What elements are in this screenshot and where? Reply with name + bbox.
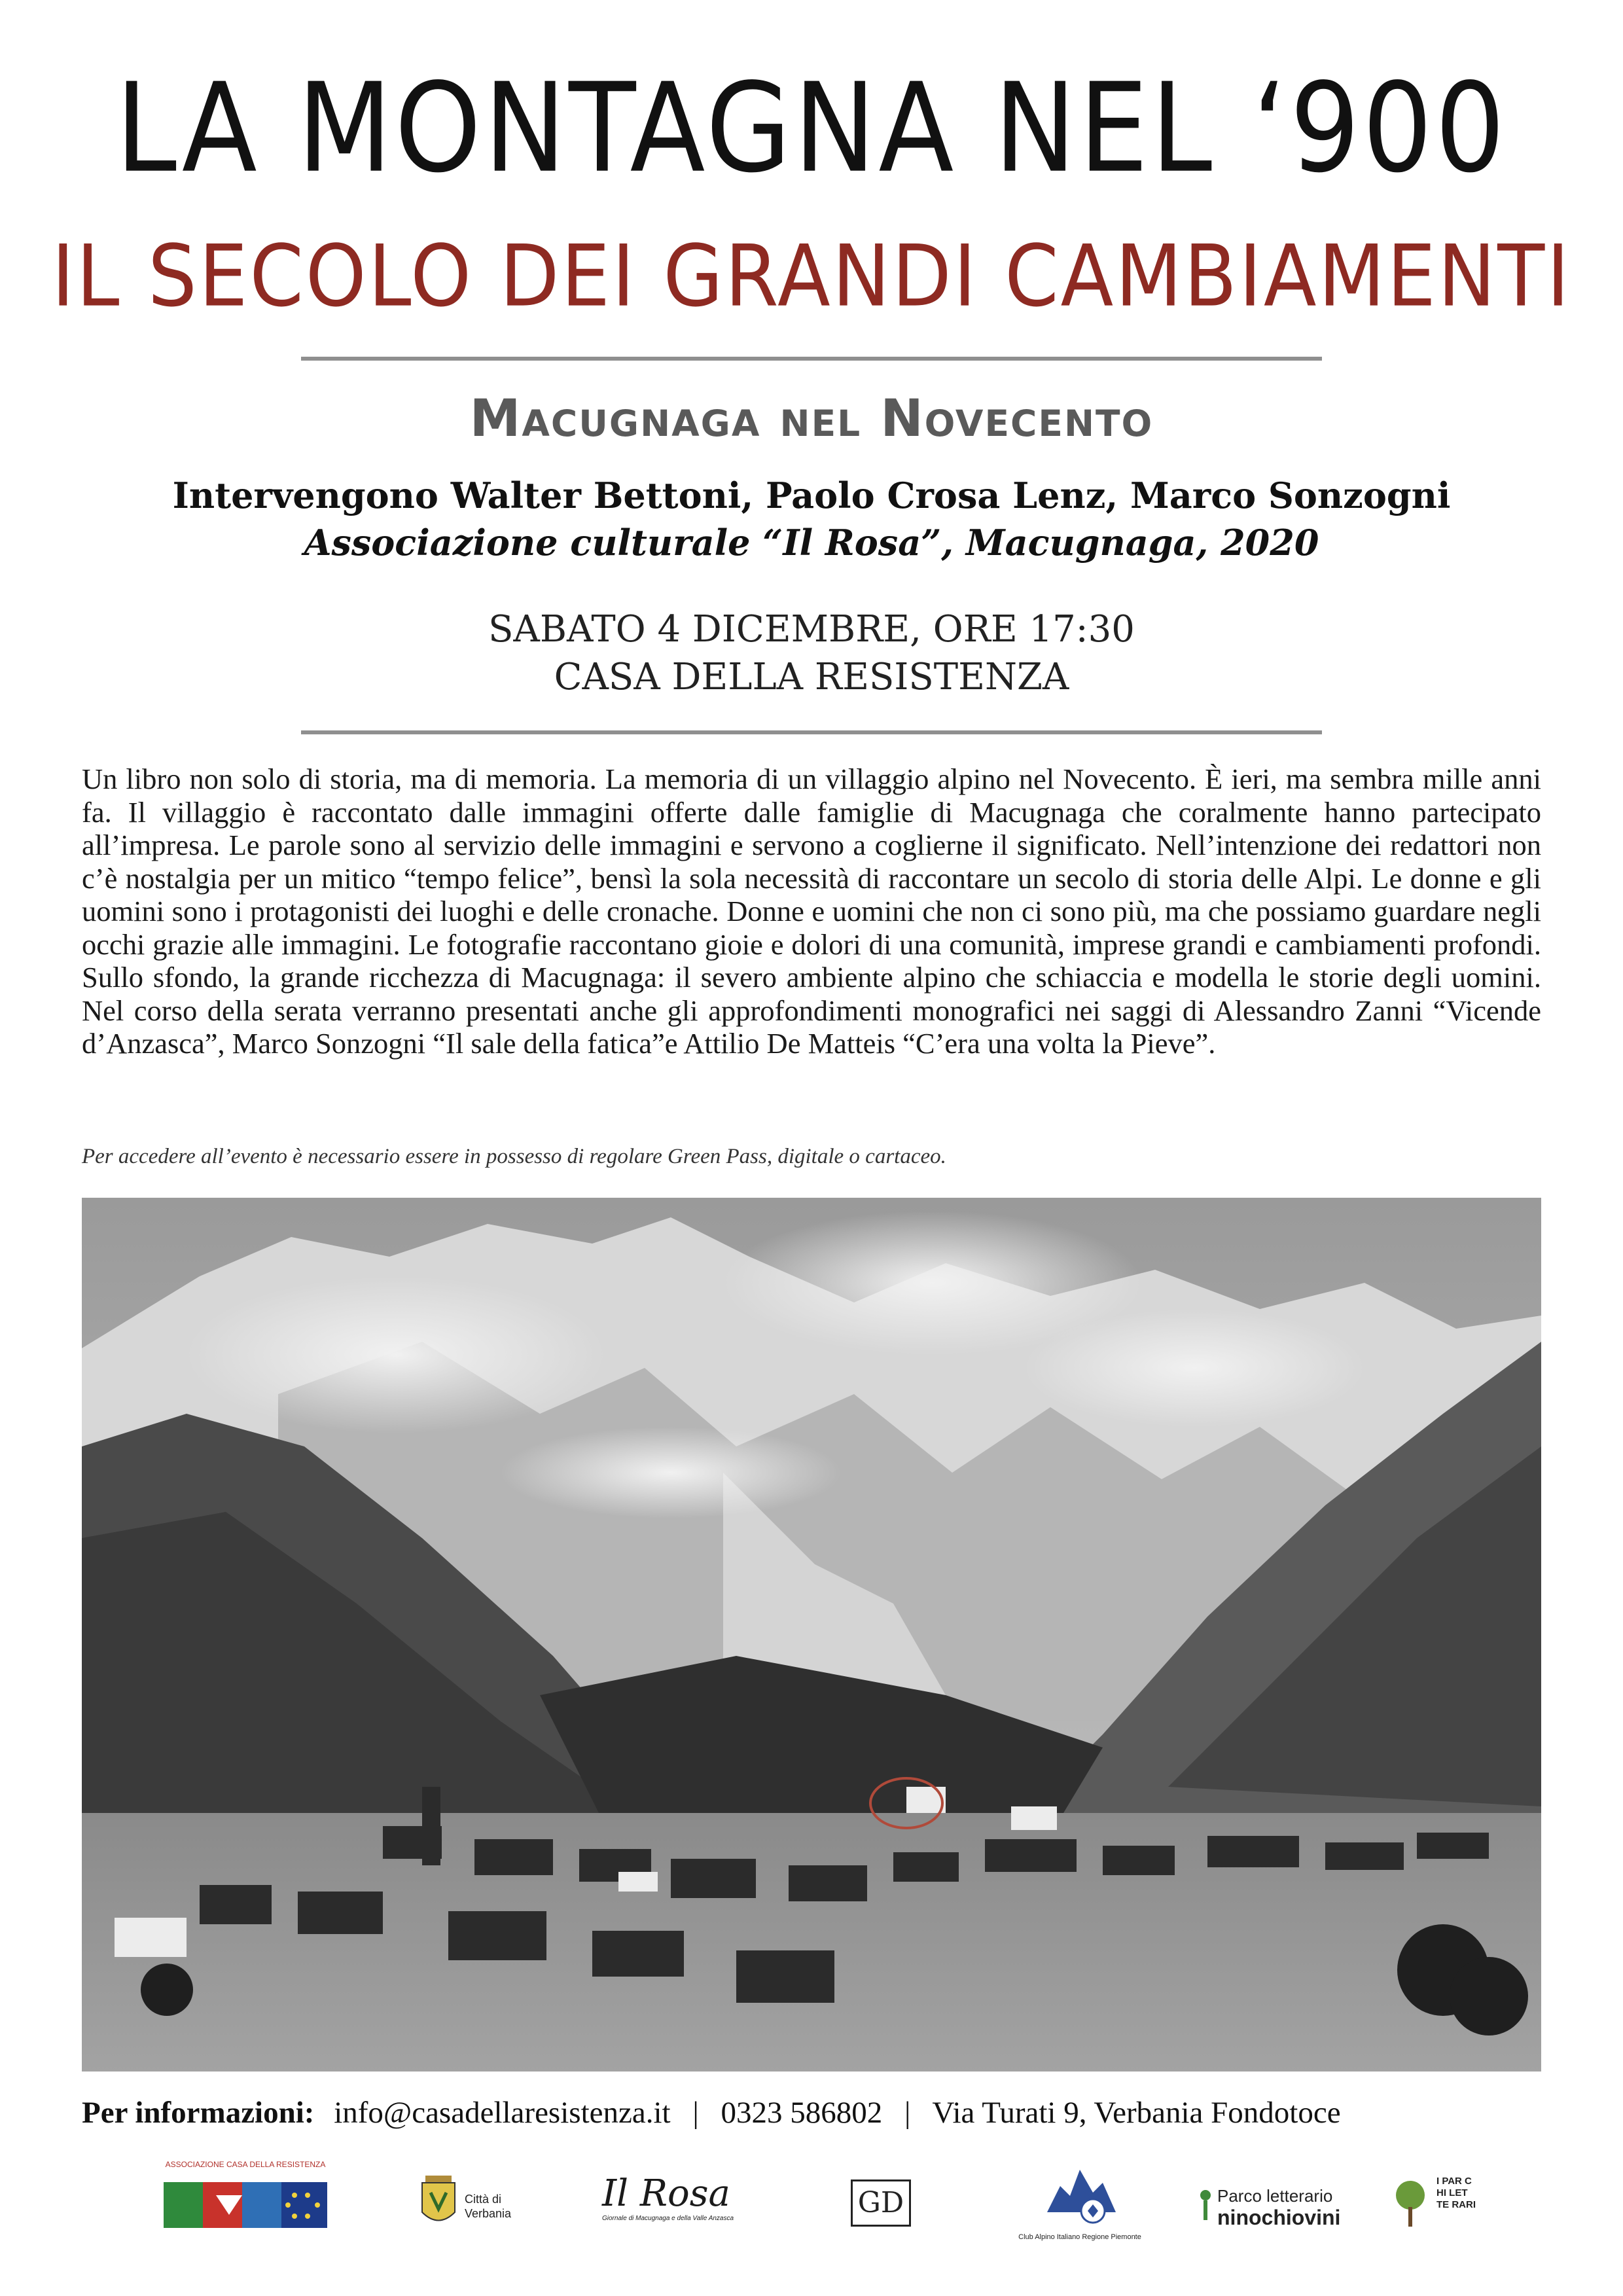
cai-logo — [1008, 2160, 1152, 2258]
event-venue: CASA DELLA RESISTENZA — [554, 656, 1069, 698]
parchi-label: I PAR CHI LET TE RARI — [1436, 2176, 1476, 2210]
description-paragraph: Un libro non solo di storia, ma di memoria. La memoria di un villaggio alpino nel Novecento. È ieri, ma sembra mille anni fa. Il villaggio è raccontato dalle immagini offerte dalle famiglie di Macugnaga che coralmente hanno partecipato all’impresa. Le parole sono al servizio delle immagini e servono a coglierne il significato. Nell’intenzione dei redattori non c’è nostalgia per un mitico “tempo felice”, bensì la sola necessità di raccontare un secolo di storia delle Alpi. Le donne e gli uomini sono i protagonisti dei luoghi e delle cronache. Donne e uomini che non ci sono più, ma che possiamo guardare negli occhi grazie alle immagini. Le fotografie raccontano gioie e dolori di una comunità, imprese grandi e cambiamenti profondi. Sullo sfondo, la grande ricchezza di Macugnaga: il severo ambiente alpino che schiaccia e modella le storie degli uomini. Nel corso della serata verranno presentati anche gli approfondimenti monografici nei saggi di Alessandro Zanni “Vicende d’Anzasca”, Marco Sonzogni “Il sale della fatica”e Attilio De Matteis “C’era una volta la Pieve”. — [82, 762, 1541, 1060]
info-separator: | — [904, 2096, 911, 2130]
poster-title: LA MONTAGNA NEL ‘900 — [115, 56, 1508, 200]
divider-bottom — [301, 730, 1322, 734]
parco-label-1: Parco letterario — [1217, 2186, 1333, 2206]
event-date-time: SABATO 4 DICEMBRE, ORE 17:30 — [488, 608, 1135, 651]
green-pass-notice: Per accedere all’evento è necessario essere in possesso di regolare Green Pass, digitale o cartaceo. — [82, 1145, 946, 1168]
il-rosa-logo — [602, 2173, 772, 2251]
verbania-label-1: Città di — [465, 2193, 502, 2206]
publisher-line: Associazione culturale “Il Rosa”, Macugnaga, 2020 — [304, 522, 1319, 564]
info-email[interactable]: info@casadellaresistenza.it — [334, 2096, 671, 2130]
gd-mark: GD — [851, 2179, 911, 2227]
parco-letterario-logo — [1198, 2179, 1368, 2238]
info-separator: | — [692, 2096, 699, 2130]
info-label: Per informazioni: — [82, 2096, 315, 2130]
cai-label: Club Alpino Italiano Regione Piemonte — [1018, 2233, 1141, 2241]
verbania-logo — [419, 2173, 530, 2251]
casa-resistenza-logo — [164, 2160, 327, 2238]
sponsor-logos — [0, 2160, 1623, 2271]
parchi-letterari-logo — [1391, 2173, 1482, 2245]
info-address: Via Turati 9, Verbania Fondotoce — [932, 2096, 1341, 2130]
info-phone[interactable]: 0323 586802 — [721, 2096, 883, 2130]
historic-valley-photo — [82, 1198, 1541, 2072]
speakers-line: Intervengono Walter Bettoni, Paolo Crosa Lenz, Marco Sonzogni — [172, 475, 1451, 516]
book-title: Macugnaga nel Novecento — [469, 389, 1154, 448]
contact-info — [82, 2091, 1574, 2134]
parco-label-2: ninochiovini — [1217, 2206, 1341, 2229]
casa-resistenza-label: ASSOCIAZIONE CASA DELLA RESISTENZA — [165, 2160, 326, 2169]
divider-top — [301, 357, 1322, 361]
il-rosa-tagline: Giornale di Macugnaga e della Valle Anzasca — [602, 2215, 734, 2222]
gd-logo — [851, 2179, 910, 2225]
poster-subtitle: IL SECOLO DEI GRANDI CAMBIAMENTI — [51, 226, 1572, 326]
il-rosa-wordmark: Il Rosa — [602, 2172, 730, 2215]
verbania-label-2: Verbania — [465, 2207, 512, 2220]
